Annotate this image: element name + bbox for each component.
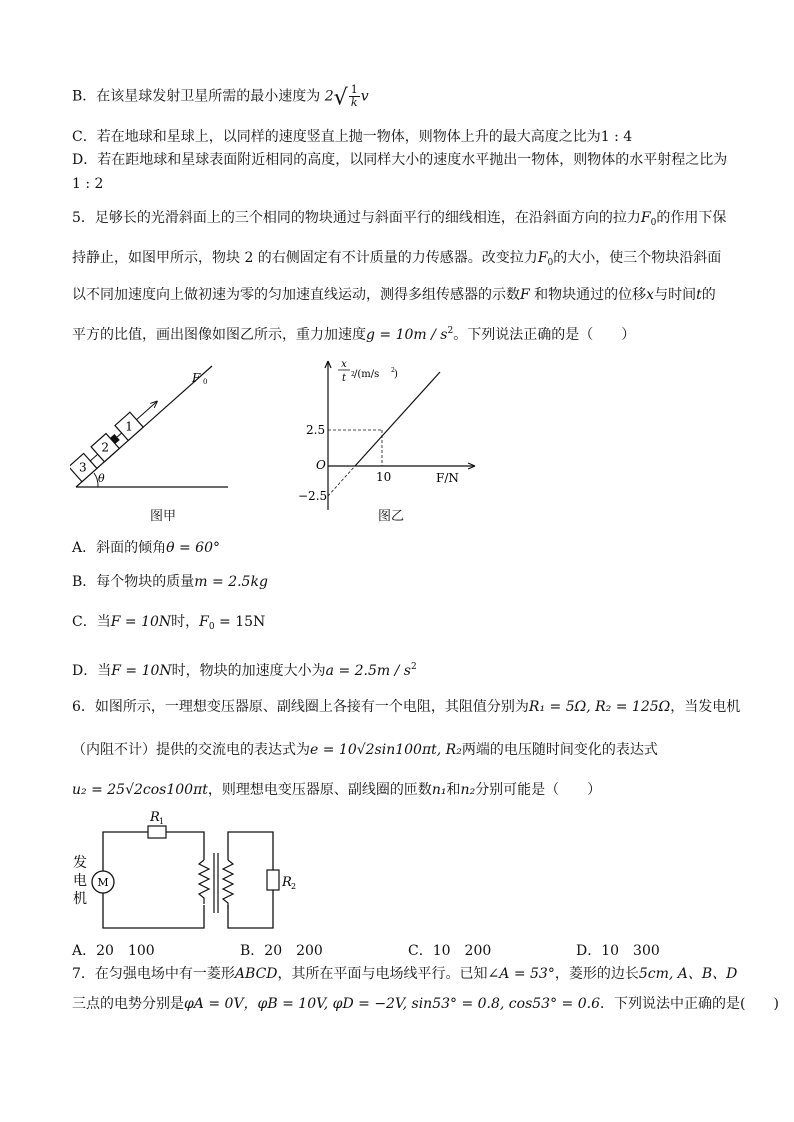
string-2-1 bbox=[117, 433, 121, 437]
figure-1-caption: 图甲 bbox=[150, 509, 177, 524]
q5-line-4: 平方的比值，画出图像如图乙所示，重力加速度$g = 10m / s^2$。下列说法正确的是（ ） bbox=[72, 326, 636, 343]
wire-secondary-bottom bbox=[228, 890, 273, 928]
q4-option-c: C．若在地球和星球上，以同样的速度竖直上抛一物体，则物体上升的最大高度之比为1 : 4 bbox=[72, 129, 633, 145]
q6-line-2: （内阻不计）提供的交流电的表达式为e = 10√2sin100πt, R₂两端的电压随时间变化的表达式 bbox=[72, 742, 658, 758]
figure-circuit bbox=[70, 805, 310, 935]
graph-line bbox=[355, 372, 440, 466]
tick-x: 10 bbox=[376, 470, 392, 484]
q6-line-1: 6．如图所示，一理想变压器原、副线圈上各接有一个电阻，其阻值分别为R₁ = 5Ω, R₂ = 125Ω，当发电机 bbox=[72, 699, 741, 715]
resistor-r2 bbox=[267, 870, 279, 890]
q7-line-1: 7．在匀强电场中有一菱形ABCD，其所在平面与电场线平行。已知∠A = 53°，菱形的边长5cm, A、B、D bbox=[72, 966, 738, 982]
dash-extension bbox=[328, 466, 355, 496]
resistor-r1 bbox=[148, 826, 166, 838]
wire-secondary-top bbox=[228, 832, 273, 870]
theta-label: θ bbox=[98, 472, 105, 485]
y-unit-close: ) bbox=[394, 369, 398, 380]
q5-line-2: 持静止，如图甲所示，物块 2 的右侧固定有不计质量的力传感器。改变拉力$F_0$的大小，使三个物块沿斜面 bbox=[72, 250, 722, 268]
q4-option-d: D．若在距地球和星球表面附近相同的高度，以同样大小的速度水平抛出一物体，则物体的水平射程之比为 bbox=[72, 152, 728, 168]
primary-coil-icon bbox=[199, 860, 209, 904]
q4-option-b: B．在该星球发射卫星所需的最小速度为 2√ $\frac{1}{k}$ v bbox=[72, 83, 369, 111]
q5-line-1: 5．足够长的光滑斜面上的三个相同的物块通过与斜面平行的细线相连，在沿斜面方向的拉力$F_0$的作用下保 bbox=[72, 210, 727, 228]
generator-label-1: 发 bbox=[73, 855, 87, 871]
r2-label-sub: 2 bbox=[291, 882, 297, 891]
r2-label: R bbox=[282, 875, 292, 890]
figure-2-caption: 图乙 bbox=[378, 509, 405, 524]
tick-y-top: 2.5 bbox=[306, 423, 326, 437]
string-3-2 bbox=[90, 454, 97, 461]
q7-line-2: 三点的电势分别是φA = 0V，φB = 10V, φD = −2V, sin53° = 0.8, cos53° = 0.6．下列说法中正确的是( ) bbox=[72, 996, 779, 1012]
origin-label: O bbox=[316, 458, 326, 472]
figure-graph bbox=[290, 355, 480, 515]
wire-bottom-primary bbox=[103, 893, 204, 928]
figure-incline bbox=[70, 360, 240, 500]
motor-label: M bbox=[97, 876, 109, 889]
force-label-sub: 0 bbox=[203, 378, 208, 386]
q6-option-b: B．20 200 bbox=[240, 943, 323, 959]
q5-option-a: A．斜面的倾角θ = 60° bbox=[72, 540, 220, 556]
wire-top-right bbox=[166, 832, 204, 860]
y-label-den-sup: 2 bbox=[351, 371, 355, 378]
q5-option-b: B．每个物块的质量m = 2.5kg bbox=[72, 574, 268, 590]
q6-option-c: C．10 200 bbox=[408, 943, 492, 959]
generator-label-2: 电 bbox=[73, 873, 87, 889]
y-unit: /(m/s bbox=[354, 369, 380, 380]
force-label: F bbox=[192, 371, 201, 385]
tick-y-bottom: −2.5 bbox=[298, 489, 328, 503]
q5-option-c: C．当F = 10N时，$F_0 = 15N$ bbox=[72, 614, 266, 632]
r1-label: R bbox=[150, 810, 160, 825]
q6-option-d: D．10 300 bbox=[576, 943, 660, 959]
block-1-label: 1 bbox=[125, 419, 133, 434]
q4-option-d-ratio: 1 : 2 bbox=[72, 176, 104, 192]
r1-label-sub: 1 bbox=[159, 817, 165, 826]
y-unit-sup: 2 bbox=[391, 367, 395, 374]
block-3-label: 3 bbox=[78, 460, 87, 475]
block-2-label: 2 bbox=[101, 440, 110, 455]
q6-line-3: u₂ = 25√2cos100πt，则理想电变压器原、副线圈的匝数n₁和n₂分别可能是（ ） bbox=[72, 782, 602, 798]
y-label-den: t bbox=[341, 373, 347, 384]
q5-line-3: 以不同加速度向上做初速为零的匀加速直线运动，测得多组传感器的示数F 和物块通过的位移x与时间t的 bbox=[72, 287, 716, 303]
q6-option-a: A．20 100 bbox=[72, 943, 155, 959]
generator-label-3: 机 bbox=[73, 891, 87, 907]
x-axis-label: F/N bbox=[436, 471, 459, 485]
y-label-num: x bbox=[341, 359, 347, 370]
q5-option-d: D．当F = 10N时，物块的加速度大小为$a = 2.5m / s^2$ bbox=[72, 662, 417, 679]
wire-top-left bbox=[103, 832, 148, 871]
secondary-coil-icon bbox=[223, 860, 233, 909]
